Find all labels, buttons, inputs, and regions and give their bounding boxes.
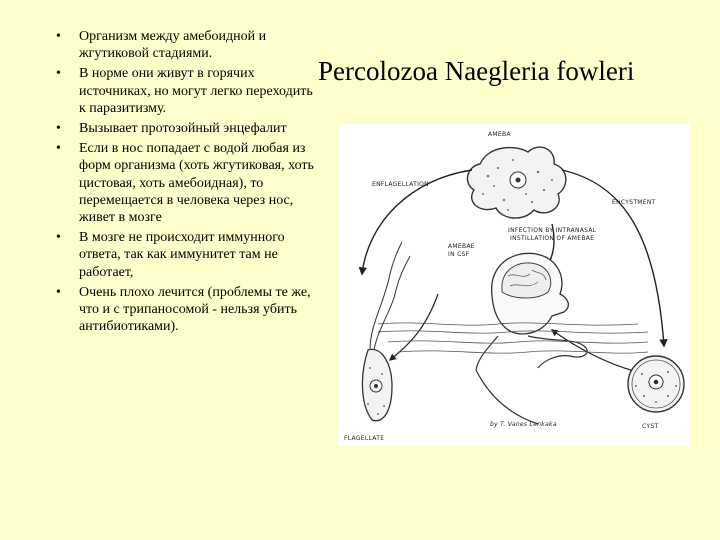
human-head-illustration <box>476 253 587 424</box>
encystment-arrow <box>562 170 664 346</box>
cyst-illustration <box>628 356 684 412</box>
bullet-item <box>52 229 320 281</box>
label-cyst: CYST <box>642 423 659 430</box>
bullet-marker: • <box>56 29 61 44</box>
life-cycle-illustration <box>338 124 690 446</box>
bullet-item <box>52 120 320 137</box>
label-infection-1: INFECTION BY INTRANASAL <box>508 227 597 234</box>
life-cycle-figure <box>338 124 690 446</box>
bullet-text: Вызывает протозойный энцефалит <box>79 121 287 137</box>
bullet-item <box>52 284 320 336</box>
label-amebae-1: AMEBAE <box>448 243 475 250</box>
label-infection-2: INSTILLATION OF AMEBAE <box>510 235 595 242</box>
bullet-text: В мозге не происходит иммунного ответа, так как иммунитет там не работает, <box>79 230 285 280</box>
bullet-text: Организм между амебоидной и жгутиковой стадиями. <box>79 29 267 62</box>
label-enflagellation: ENFLAGELLATION <box>372 181 429 188</box>
label-encystment: ENCYSTMENT <box>612 199 656 206</box>
label-amebae-2: IN CSF <box>448 251 470 258</box>
bullet-item <box>52 140 320 226</box>
bullet-text: В норме они живут в горячих источниках, но могут легко переходить к паразитизму. <box>79 66 313 116</box>
ameba-illustration <box>467 147 565 218</box>
bullet-marker: • <box>56 141 61 157</box>
bullet-marker: • <box>56 284 61 300</box>
bullet-marker: • <box>56 66 61 82</box>
bullet-text: Если в нос попадает с водой любая из форм организма (хоть жгутиковая, хоть цистовая, хоть амебоидная), то перемещается в человека через нос, живет в мозге <box>79 141 314 226</box>
bullet-item <box>52 28 320 62</box>
label-flagellate: FLAGELLATE <box>344 435 385 442</box>
flagellate-to-human-arrow <box>390 294 438 360</box>
bullet-marker: • <box>56 230 61 246</box>
label-ameba: AMEBA <box>488 131 511 138</box>
bullet-text: Очень плохо лечится (проблемы те же, что и с трипаносомой - нельзя убить антибиотиками). <box>79 284 311 335</box>
artist-signature: by T. Vanes Lenkaka <box>490 421 557 428</box>
bullet-marker: • <box>56 121 61 137</box>
slide-title: Percolozoa Naegleria fowleri <box>318 56 635 86</box>
bullet-list <box>52 28 320 338</box>
bullet-item <box>52 65 320 117</box>
